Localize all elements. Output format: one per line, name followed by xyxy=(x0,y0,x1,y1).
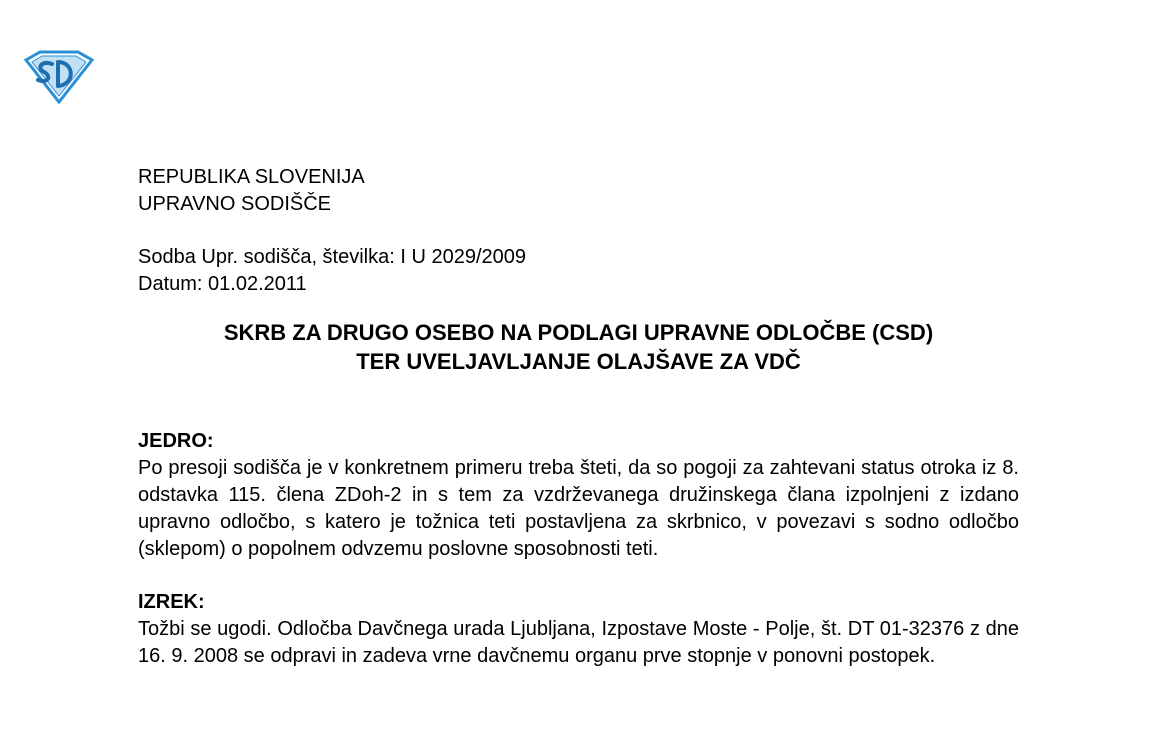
document-title xyxy=(138,318,1019,376)
case-date: Datum: 01.02.2011 xyxy=(138,273,307,295)
jedro-paragraph xyxy=(138,455,1019,563)
case-number: Sodba Upr. sodišča, številka: I U 2029/2009 xyxy=(138,246,527,268)
izrek-paragraph xyxy=(138,616,1019,670)
document-body xyxy=(138,164,1019,670)
court-emblem-icon xyxy=(22,50,96,104)
izrek-heading: IZREK: xyxy=(138,591,205,613)
jedro-text: Po presoji sodišča je v konkretnem primeru treba šteti, da so pogoji za zahtevani status otroka iz 8. odstavka 115. člena ZDoh-2 in s tem za vzdrževanega družinskega člana izpolnjeni z izdano upravno odločbo, s katero je tožnica teti postavljena za skrbnico, v povezavi s sodno odločbo (sklepom) o popolnem odvzemu poslovne sposobnosti teti. xyxy=(138,457,1019,560)
institution-country: REPUBLIKA SLOVENIJA xyxy=(138,166,365,188)
title-line-1: SKRB ZA DRUGO OSEBO NA PODLAGI UPRAVNE ODLOČBE (CSD) xyxy=(223,320,934,345)
title-line-2: TER UVELJAVLJANJE OLAJŠAVE ZA VDČ xyxy=(356,349,801,374)
izrek-text: Tožbi se ugodi. Odločba Davčnega urada Ljubljana, Izpostave Moste - Polje, št. DT 01-32376 z dne 16. 9. 2008 se odpravi in zadeva vrne davčnemu organu prve stopnje v ponovni postopek. xyxy=(138,618,1019,667)
institution-court: UPRAVNO SODIŠČE xyxy=(138,193,331,215)
jedro-heading: JEDRO: xyxy=(138,430,214,452)
